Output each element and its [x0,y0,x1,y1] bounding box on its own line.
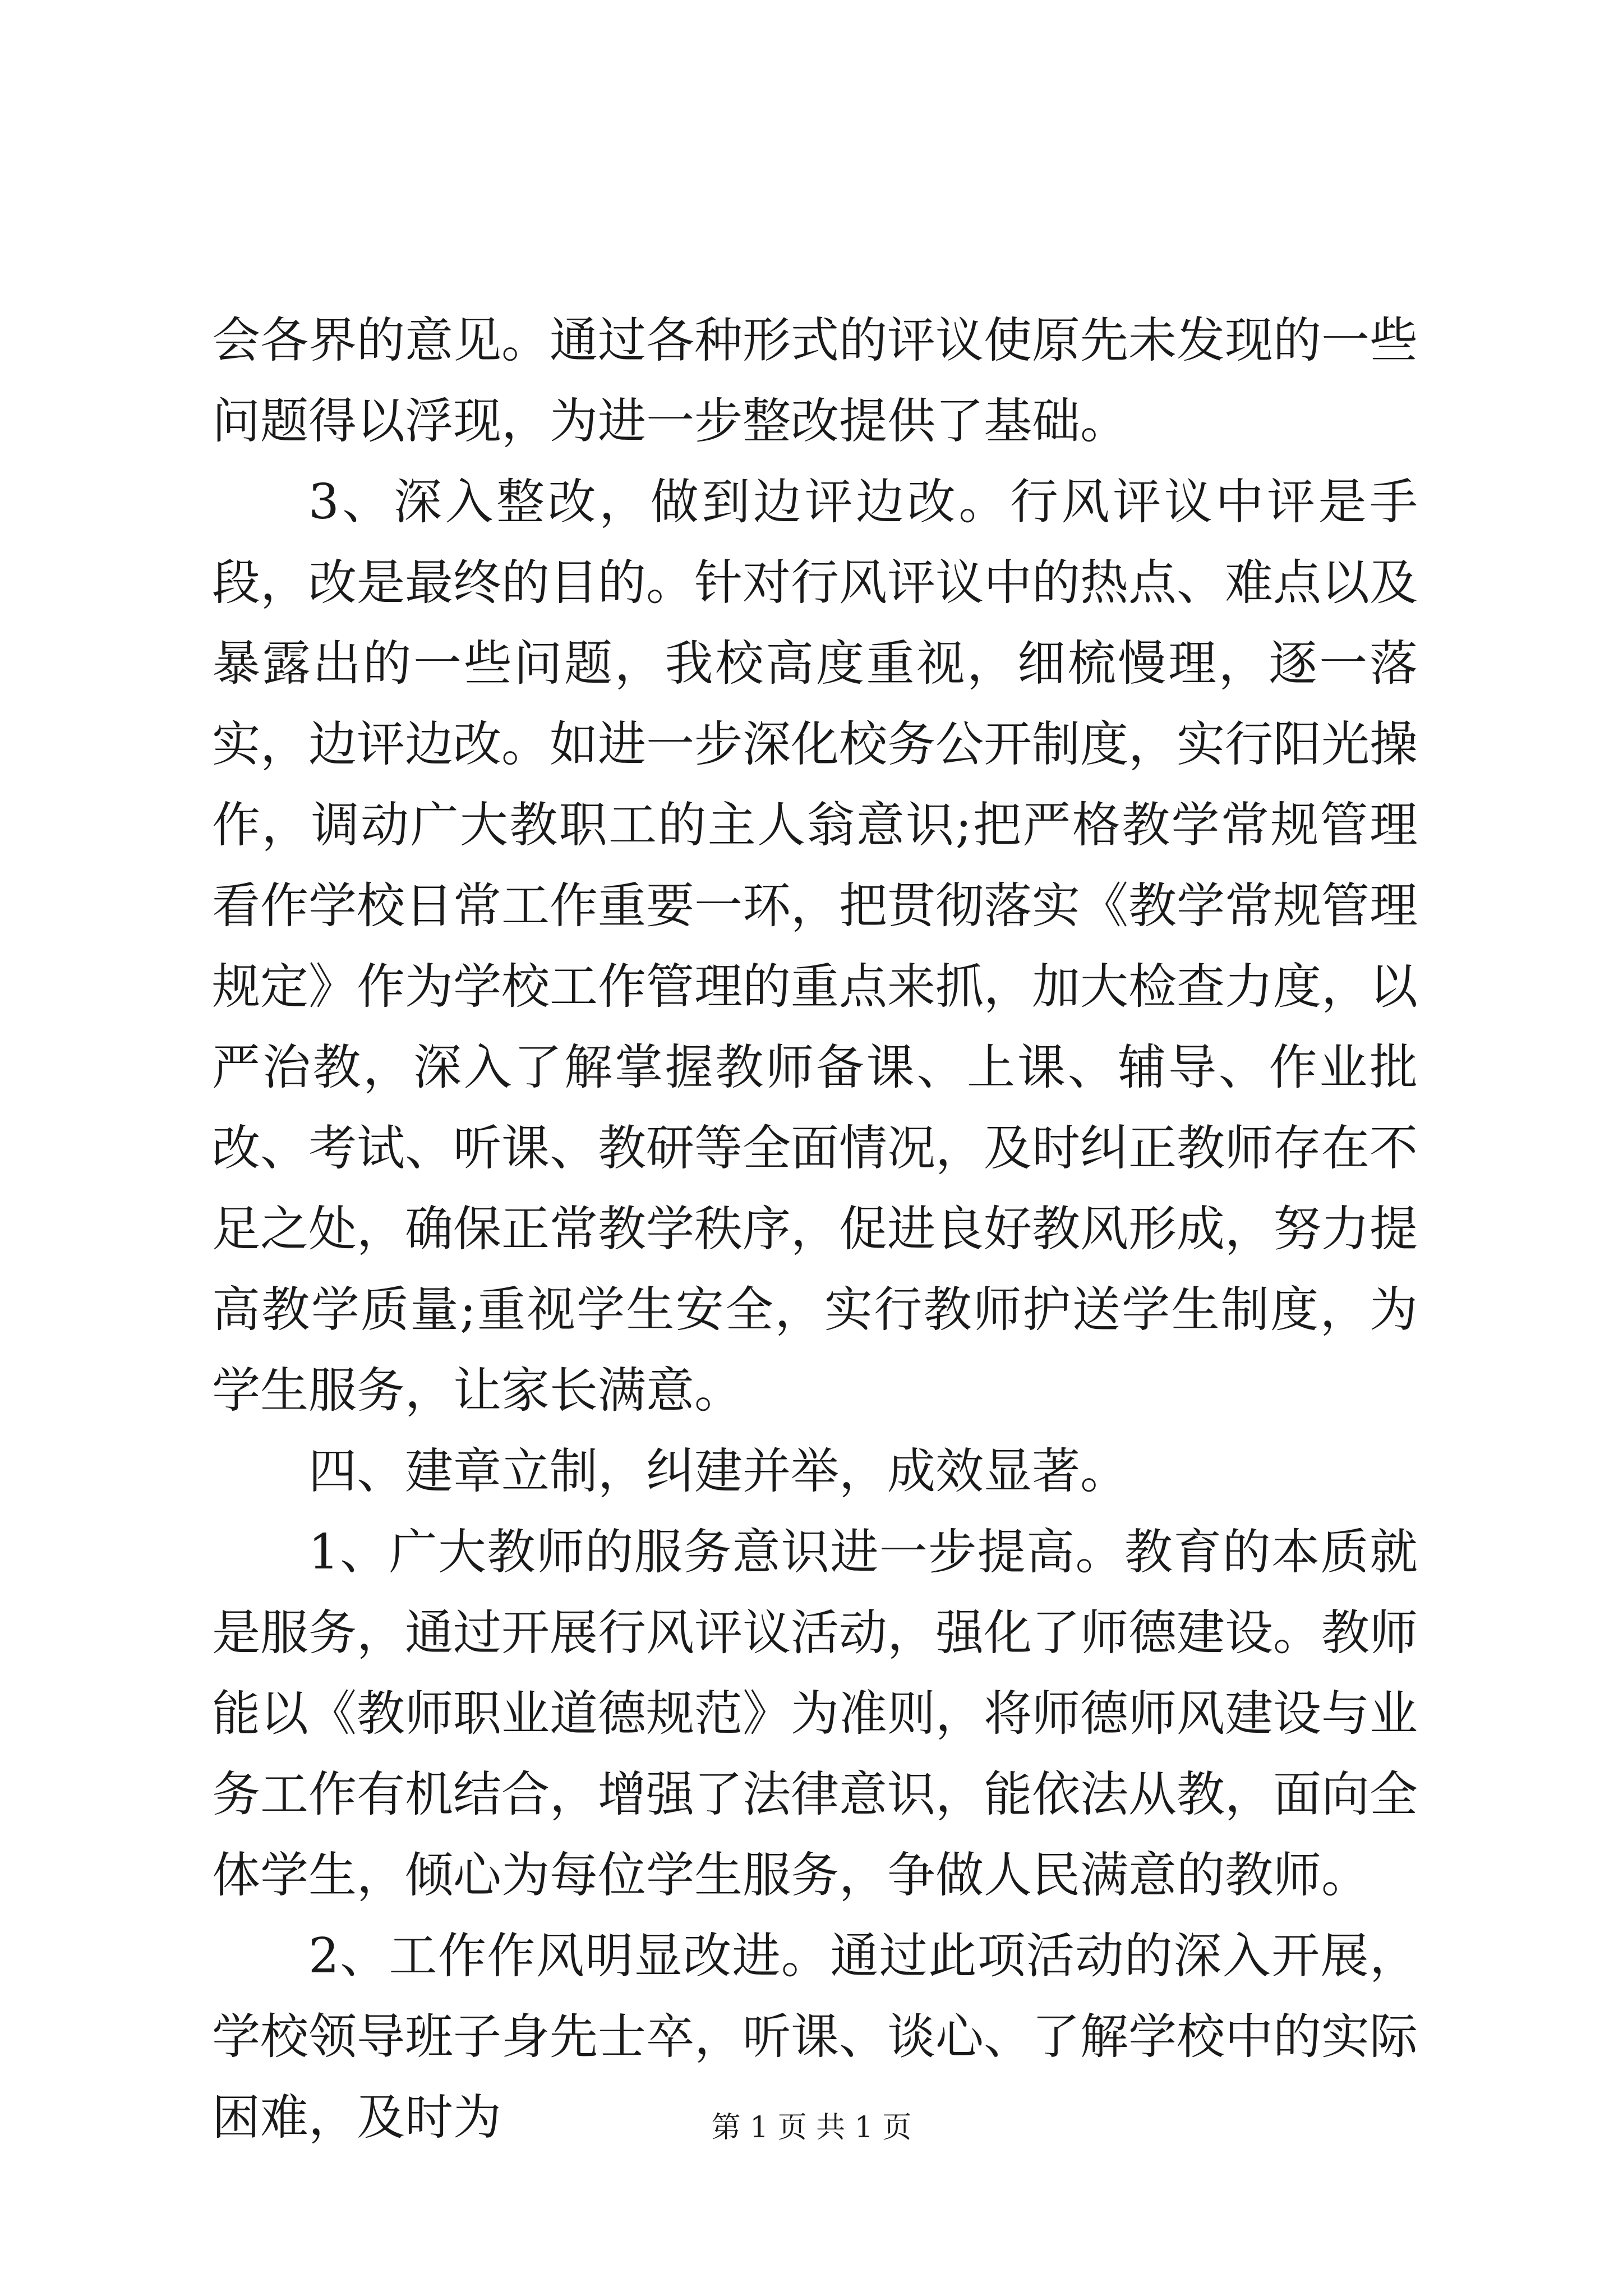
paragraph-service-awareness: 1、广大教师的服务意识进一步提高。教育的本质就是服务，通过开展行风评议活动，强化了师德建设。教师能以《教师职业道德规范》为准则，将师德师风建设与业务工作有机结合，增强了法律意识，能依法从教，面向全体学生，倾心为每位学生服务，争做人民满意的教师。 [212,1524,1418,1903]
paragraph-work-style: 2、工作作风明显改进。通过此项活动的深入开展，学校领导班子身先士卒，听课、谈心、了解学校中的实际困难，及时为 [212,1928,1418,2146]
page-number-footer: 第 1 页 共 1 页 [711,2111,912,2145]
paragraph-continuation: 会各界的意见。通过各种形式的评议使原先未发现的一些问题得以浮现，为进一步整改提供了基础。 [212,312,1418,449]
section-heading-four: 四、建章立制，纠建并举，成效显著。 [308,1443,1128,1499]
paragraph-rectification: 3、深入整改，做到边评边改。行风评议中评是手段，改是最终的目的。针对行风评议中的热点、难点以及暴露出的一些问题，我校高度重视，细梳慢理，逐一落实，边评边改。如进一步深化校务公开制度，实行阳光操作，调动广大教职工的主人翁意识;把严格教学常规管理看作学校日常工作重要一环，把贯彻落实《教学常规管理规定》作为学校工作管理的重点来抓，加大检查力度，以严治教，深入了解掌握教师备课、上课、辅导、作业批改、考试、听课、教研等全面情况，及时纠正教师存在不足之处，确保正常教学秩序，促进良好教风形成，努力提高教学质量;重视学生安全，实行教师护送学生制度，为学生服务，让家长满意。 [212,474,1418,1419]
document-body [212,300,1418,2158]
